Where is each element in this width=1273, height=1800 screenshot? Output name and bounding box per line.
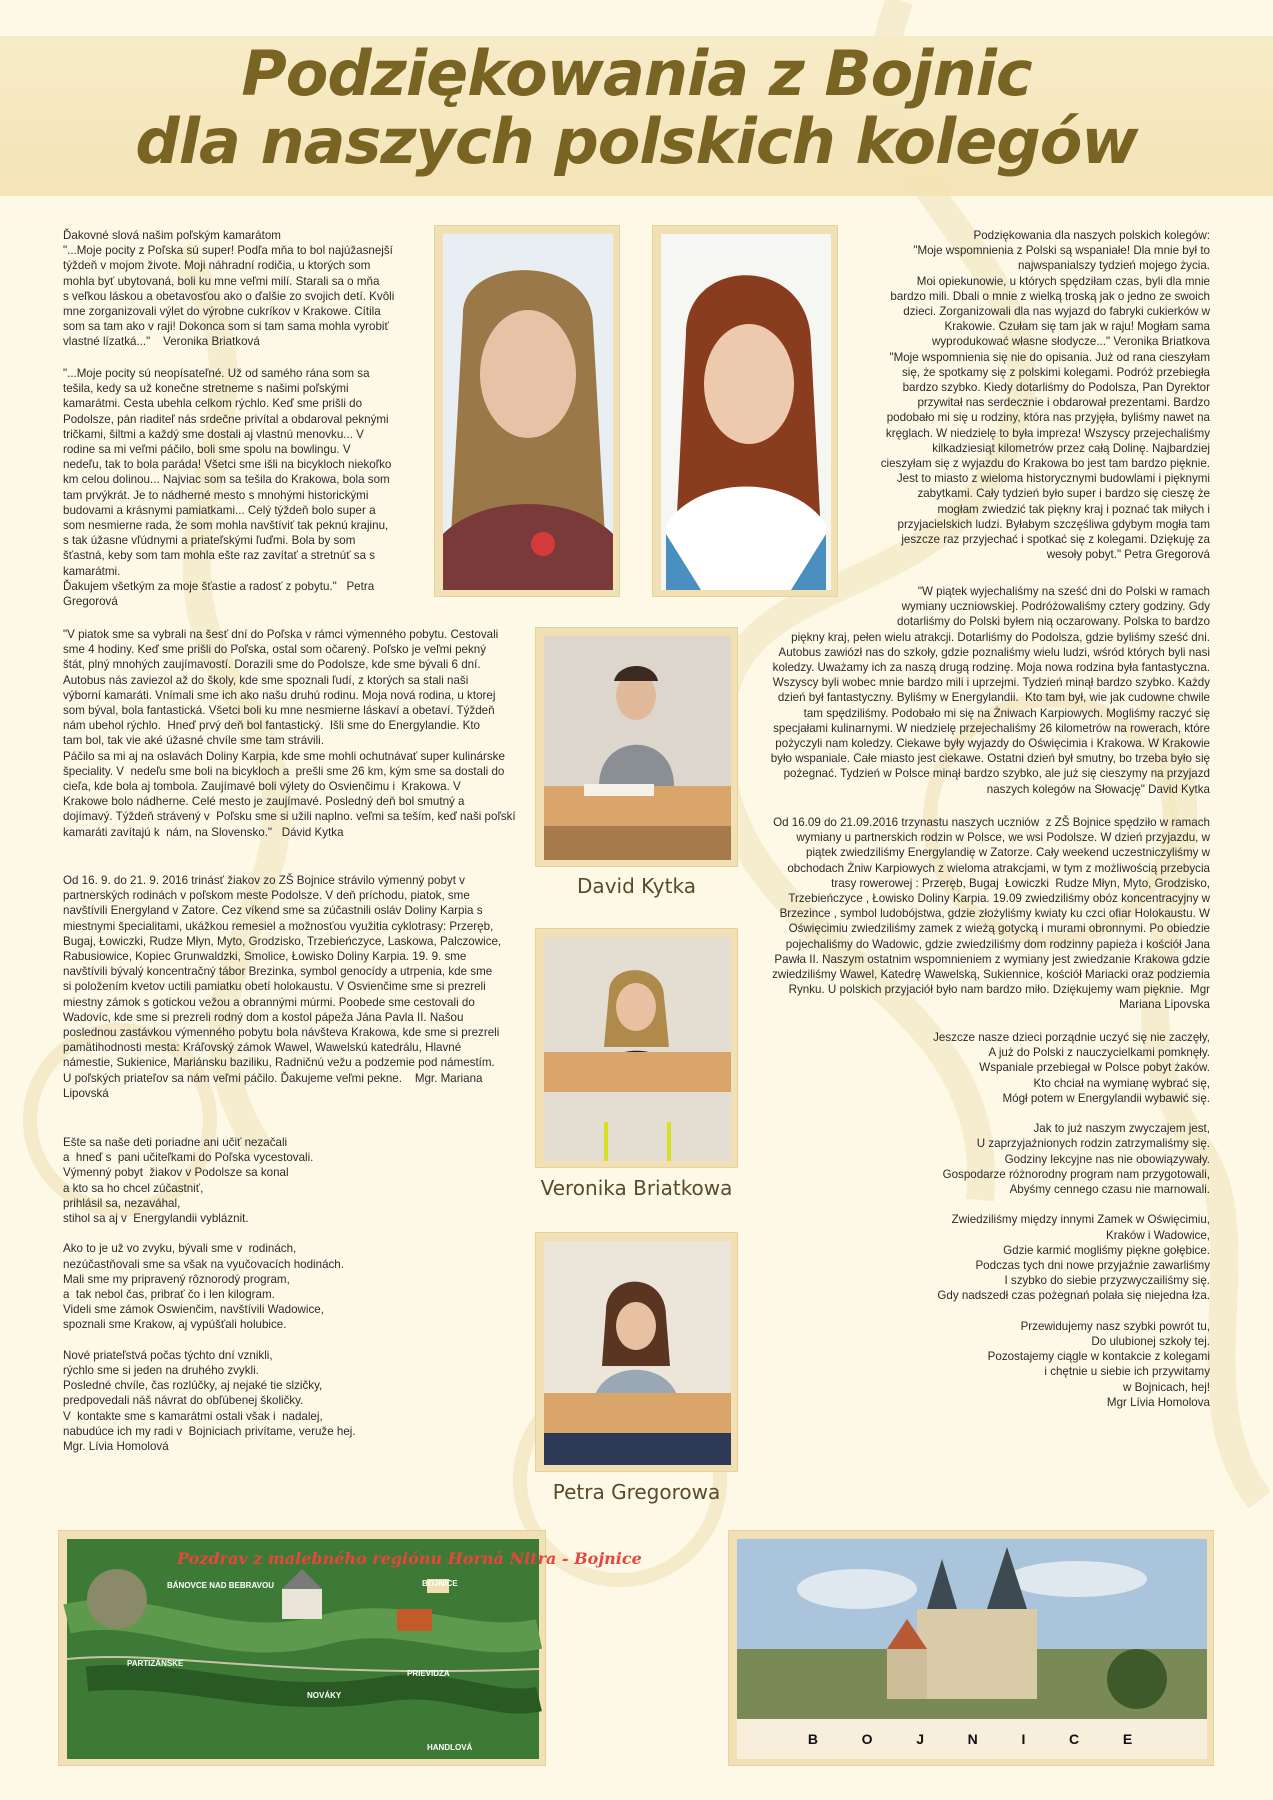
castle-image <box>737 1539 1205 1757</box>
left-text-block-4: Od 16. 9. do 21. 9. 2016 trinásť žiakov zo ZŠ Bojnice strávilo výmenný pobyt v partnerských rodinách v poľskom meste Podolsze. V deň príchodu, piatok, sme navštívili Energyland v Zatore. Cez víkend sme sa zúčastnili osláv Doliny Karpia s miestnymi špecialitami, ukážkou remesiel a možnosťou využitia cyklotrasy: Przeręb, Bugaj, Łowiczki, Rudze Młyn, Myto, Grodzisko, Trzebieńczyce, Laskowa, Palczowice, Rabusiowice, Kopiec Grunwaldzki, Smolice, Łowisko Doliny Karpia. 19. 9. sme navštívili bývalý koncentračný tábor Brezinka, symbol genocídy a utrpenia, kde sme si položením kvetov uctili pamiatku obetí holokaustu. V Osvienčime sme si prezreli miestny zámok s gotickou vežou a obrannými múrmi. Poobede sme cestovali do Wadovíc, kde sme si prezreli rodný dom a kostol pápeža Jána Pavla II. Našou poslednou zastávkou výmenného pobytu bola návšteva Krakowa, kde sme si prezreli pamätihodnosti mesta: Kráľovský zámok Wawel, Wawelskú katedrálu, Hlavné námestie, Sukienice, Mariánsku baziliku, Radničnú vežu a podzemie pod námestím. U poľských priateľov sa nám veľmi páčilo. Ďakujeme veľmi pekne. Mgr. Mariana Lipovská <box>63 874 502 1100</box>
left-text-block-1: Ďakovné slová našim poľským kamarátom "...Moje pocity z Poľska sú super! Podľa mňa to bol najúžasnejší týždeň v mojom živote. Moji náhradní rodičia, u ktorých som mohla byť ubytovaná, boli ku mne veľmi milí. Starali sa o mňa s veľkou láskou a obetavosťou ako o ďalšie zo svojich detí. Kvôli mne zorganizovali výlet do výrobne cukríkov v Krakowe. Cítila som sa tam ako v raji! Dokonca som si tam sama mohla vyrobiť vlastné lízatká..." Veronika Briatková <box>63 229 395 349</box>
title-line-1: Podziękowania z Bojnic <box>241 37 1032 110</box>
right-text-block-2: "W piątek wyjechaliśmy na sześć dni do Polski w ramach wymiany uczniowskiej. Podróżowaliśmy cztery godziny. Gdy dotarliśmy do Polski byłem nią oczarowany. Polska to bardzo piękny kraj, pełen wielu atrakcji. Dotarliśmy do Podolsza, gdzie byliśmy sześć dni. Autobus zawiózł nas do szkoły, gdzie poznaliśmy wielu ludzi, wśród których byli nasi koledzy. Uważamy ich za naszą drugą rodzinę. Moja nowa rodzina była fantastyczna. Wszyscy byli wobec mnie bardzo mili i uprzejmi. Tydzień minął bardzo szybko. Każdy dzień był fantastyczny. Byliśmy w Energylandii. Kto tam był, wie jak cudowne chwile tam spędziliśmy. Podobało mi się na Żniwach Karpiowych. Mogliśmy raczyć się specjałami kulinarnymi. W niedzielę przejechaliśmy 26 kilometrów na rowerach, które pożyczyli nam koledzy. Ciekawe były wyjazdy do Oświęcimia i Krakowa. W Krakowie było wspaniale. Całe miasto jest ciekawe. Ostatni dzień był smutny, bo trzeba było się pożegnać. Tydzień w Polsce minął bardzo szybko, ale już się cieszymy na przyjazd naszych kolegów na Słowację" David Kytka <box>770 585 1210 796</box>
bojnice-letter: I <box>1021 1731 1028 1747</box>
map-label: PRIEVIDZA <box>407 1669 450 1678</box>
student-photo-frame-2 <box>535 928 738 1168</box>
student-photo-frame-3 <box>535 1232 738 1472</box>
student-photo-2 <box>544 937 729 1159</box>
bojnice-letter: J <box>916 1731 926 1747</box>
map-title: Pozdrav z malebného regiónu Horná Nitra - Bojnice <box>177 1549 642 1568</box>
student-caption-3: Petra Gregorowa <box>552 1480 721 1504</box>
right-text-block-3: Od 16.09 do 21.09.2016 trzynastu naszych uczniów z ZŠ Bojnice spędziło w ramach wymiany u partnerskich rodzin w Polsce, we wsi Podolsze. W dzień przyjazdu, w piątek zwiedziliśmy Energylandię w Zatorze. Cały weekend uczestniczyliśmy w obchodach Żniw Karpiowych z wieloma atrakcjami, w tym z możliwością przebycia trasy rowerowej : Przeręb, Bugaj Łowiczki Rudze Młyn, Myto, Grodzisko, Trzebieńczyce , Łowisko Doliny Karpia. 19.09 zwiedziliśmy obóz koncentracyjny w Brzezince , symbol ludobójstwa, gdzie złożyliśmy kwiaty ku czci ofiar Holokaustu. W Oświęcimiu zwiedziliśmy zamek z wieżą gotycką i murami obronnymi. Po obiedzie pojechaliśmy do Wadowic, gdzie zwiedziliśmy dom rodzinny papieża i kościół Jana Pawła II. Naszym ostatnim wspomnieniem z wymiany jest zwiedzanie Krakowa gdzie zwiedziliśmy Wawel, Katedrę Wawelską, Sukiennice, kościół Mariacki oraz podziemia Rynku. U polskich przyjaciół było nam bardzo miło. Dziękujemy wam pięknie. Mgr Mariana Lipovska <box>772 816 1210 1012</box>
portrait-photo-frame-1 <box>434 225 620 597</box>
student-caption-2: Veronika Briatkowa <box>540 1176 733 1200</box>
student-photo-frame-1 <box>535 627 738 867</box>
bojnice-letter: N <box>967 1731 980 1747</box>
bojnice-letter: C <box>1069 1731 1082 1747</box>
castle-frame <box>728 1530 1214 1766</box>
portrait-photo-2 <box>661 234 829 588</box>
portrait-photo-frame-2 <box>652 225 838 597</box>
student-caption-1: David Kytka <box>577 874 696 898</box>
left-text-block-3: "V piatok sme sa vybrali na šesť dní do Poľska v rámci výmenného pobytu. Cestovali sme 4 hodiny. Keď sme prišli do Poľska, ostal som očarený. Poľsko je veľmi pekný štát, plný mnohých zaujímavostí. Dorazili sme do Podolsze, kde sme bývali 6 dní. Autobus nás zaviezol až do školy, kde sme spoznali ľudí, z ktorých sa stali naši výborní kamaráti. Vnímali sme ich ako našu druhú rodinu. Moja nová rodina, u ktorej som býval, bola fantastická. Všetci boli ku mne nesmierne láskaví a obetaví. Týždeň nám ubehol rýchlo. Hneď prvý deň bol fantastický. Išli sme do Energylandie. Kto tam bol, tak vie aké úžasné chvíle sme tam strávili. Páčilo sa mi aj na oslavách Doliny Karpia, kde sme mohli ochutnávať super kulinárske špeciality. V nedeľu sme boli na bicykloch a prešli sme 26 km, kým sme sa dostali do cieľa, kde bola aj tombola. Zaujímavé boli výlety do Osvienčimu i Krakowa. V Krakowe bolo nádherne. Celé mesto je zaujímavé. Posledný deň bol smutný a dojímavý. Týždeň strávený v Poľsku sme si užili naplno. veľmi sa teším, keď naši poľskí kamaráti zavítajú k nám, na Slovensko." Dávid Kytka <box>63 628 516 839</box>
student-photo-1 <box>544 636 729 858</box>
title-line-2: dla naszych polskich kolegów <box>135 105 1138 178</box>
bojnice-letter: O <box>861 1731 875 1747</box>
map-label: PARTIZÁNSKE <box>127 1659 184 1668</box>
map-label: BÁNOVCE NAD BEBRAVOU <box>167 1581 274 1590</box>
map-label: HANDLOVÁ <box>427 1743 473 1752</box>
right-text-block-1: Podziękowania dla naszych polskich kolegów: "Moje wspomnienia z Polski są wspaniałe! Dla mnie był to najwspanialszy tydzień mojego życia. Moi opiekunowie, u których spędziłam czas, byli dla mnie bardzo mili. Dbali o mnie z wielką troską jak o jedno ze swoich dzieci. Zorganizowali dla nas wyjazd do fabryki cukierków w Krakowie. Czułam się tam jak w raju! Mogłam sama wyprodukować własne słodycze..." Veronika Briatkova "Moje wspomnienia się nie do opisania. Już od rana cieszyłam się, że spotkamy się z polskimi kolegami. Podróż przebiegła bardzo szybko. Kiedy dotarliśmy do Podolsza, Pan Dyrektor przywitał nas serdecznie i obdarował prezentami. Bardzo podobało mi się u rodziny, która nas przyjęła, byliśmy nawet na kręglach. W niedzielę to była impreza! Wszyscy przejechaliśmy kilkadziesiąt kilometrów przez całą Dolinę. Najbardziej cieszyłam się z wyjazdu do Krakowa bo jest tam bardzo pięknie. Jest to miasto z wieloma historycznymi budowlami i pięknymi zabytkami. Cały tydzień było super i bardzo się cieszę że mogłam zwiedzić tak piękny kraj i poznać tak miłych i przyjacielskich ludzi. Byłabym szczęśliwa gdybym mogła tam jeszcze raz przyjechać i spotkać się z kolegami. Dziękuję za wesoły pobyt." Petra Gregorová <box>880 229 1210 562</box>
bojnice-letter: E <box>1122 1731 1135 1747</box>
bojnice-letter: B <box>807 1731 820 1747</box>
left-text-block-5: Ešte sa naše deti poriadne ani učiť nezačali a hneď s pani učiteľkami do Poľska vycestovali. Výmenný pobyt žiakov v Podolsze sa konal a kto sa ho chcel zúčastniť, prihlásil sa, nezaváhal, stihol sa aj v Energylandii vybláznit. Ako to je už vo zvyku, bývali sme v rodinách, nezúčastňovali sme sa však na vyučovacích hodinách. Mali sme my pripravený rôznorodý program, a tak nebol čas, pribrať čo i len kilogram. Videli sme zámok Oswienčim, navštívili Wadowice, spoznali sme Krakow, aj vypúšťali holubice. Nové priateľstvá počas týchto dní vznikli, rýchlo sme si jeden na druhého zvykli. Posledné chvíle, čas rozlúčky, aj nejaké tie slzičky, predpovedali náš návrat do obľúbenej školičky. V kontakte sme s kamarátmi ostali však i nadalej, nabudúce ich my radi v Bojniciach privítame, veruže hej. Mgr. Lívia Homolová <box>63 1136 356 1454</box>
page-title <box>0 37 1273 178</box>
map-label: BOJNICE <box>422 1579 458 1588</box>
region-map <box>67 1539 642 1757</box>
right-text-block-4: Jeszcze nasze dzieci porządnie uczyć się nie zaczęły, A już do Polski z nauczycielkami pomknęły. Wspaniale przebiegał w Polsce pobyt żaków. Kto chciał na wymianę wybrać się, Mógł potem w Energylandii wybawić się. Jak to już naszym zwyczajem jest, U zaprzyjaźnionych rodzin zatrzymaliśmy się. Godziny lekcyjne nas nie obowiązywały. Gospodarze różnorodny program nam przygotowali, Abyśmy cennego czasu nie marnowali. Zwiedziliśmy między innymi Zamek w Oświęcimiu, Kraków i Wadowice, Gdzie karmić mogliśmy piękne gołębice. Podczas tych dni nowe przyjaźnie zawarliśmy I szybko do siebie przyzwyczailiśmy się. Gdy nadszedł czas pożegnań polała się niejedna łza. Przewidujemy nasz szybki powrót tu, Do ulubionej szkoły tej. Pozostajemy ciągle w kontakcie z kolegami i chętnie u siebie ich przywitamy w Bojnicach, hej! Mgr Lívia Homolova <box>933 1031 1210 1409</box>
student-photo-3 <box>544 1241 729 1463</box>
map-label: NOVÁKY <box>307 1691 342 1700</box>
left-text-block-2: "...Moje pocity sú neopísateľné. Už od samého rána som sa tešila, kedy sa už konečne stretneme s našimi poľskými kamarátmi. Cesta ubehla celkom rýchlo. Keď sme prišli do Podolsze, pán riaditeľ nás srdečne privítal a obdaroval peknými tričkami, šiltmi a každý sme dostali aj vlastnú menovku... V rodine sa mi veľmi páčilo, boli sme spolu na bowlingu. V nedeľu, tak to bola paráda! Všetci sme išli na bicykloch niekoľko km celou dolinou... Najviac som sa tešila do Krakowa, bola som tam prvýkrát. Je to nádherné mesto s mnohými historickými budovami a krásnymi pamiatkami... Celý týždeň bolo super a som nesmierne rada, že som mohla navštíviť tak peknú krajinu, s tak úžasne vľúdnymi a priateľskými ľuďmi. Bola by som šťastná, keby som tam mohla ešte raz zavítať a stretnúť sa s kamarátmi. Ďakujem všetkým za moje šťastie a radosť z pobytu." Petra Gregorová <box>63 367 392 609</box>
bojnice-lettering <box>737 1731 1205 1747</box>
portrait-photo-1 <box>443 234 611 588</box>
map-frame <box>58 1530 642 1766</box>
